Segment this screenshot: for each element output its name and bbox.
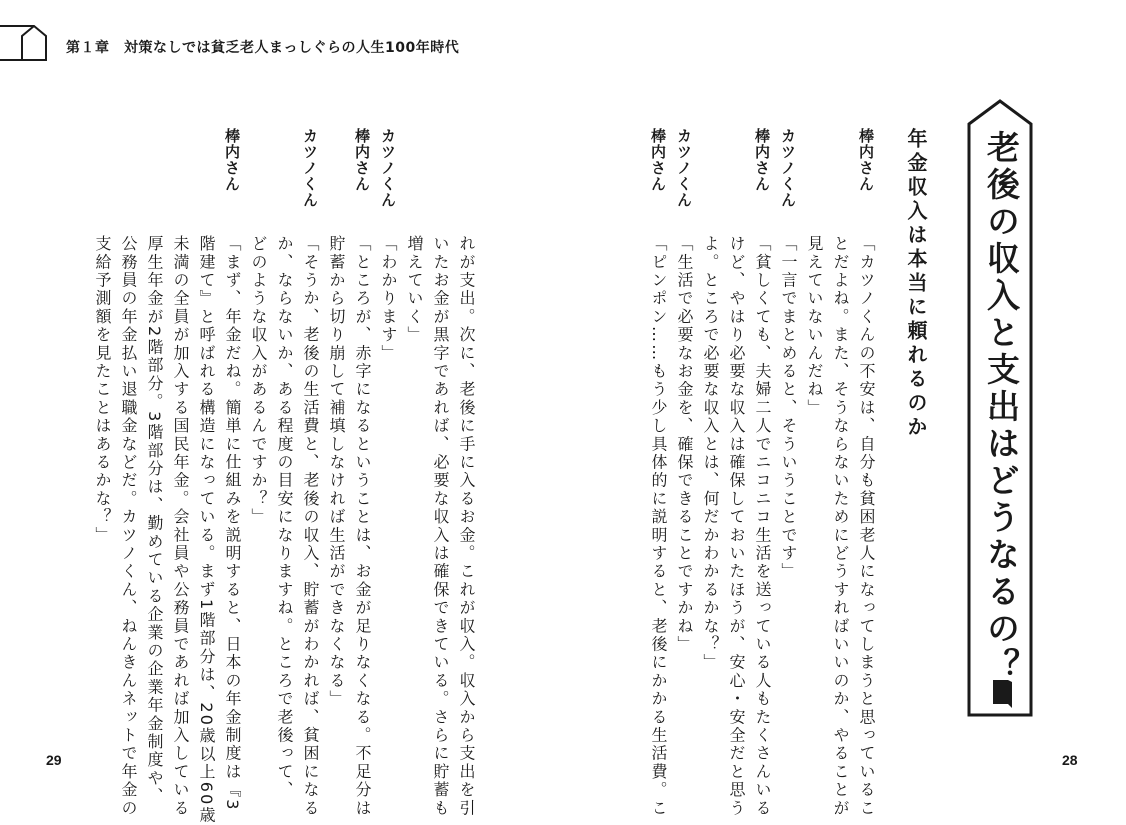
body-line: 厚生年金が2階部分。3階部分は、勤めている企業の企業年金制度や、 [145,235,164,806]
speaker-label: 棒内さん [753,128,771,192]
body-line: れが支出。次に、老後に手に入るお金。これが収入。収入から支出を引 [457,235,476,818]
page-number-left: 29 [46,752,62,768]
body-line: 「カツノくんの不安は、自分も貧困老人になってしまうと思っているこ [857,235,876,818]
chapter-house-icon [0,22,56,62]
body-line: 「まず、年金だね。簡単に仕組みを説明すると、日本の年金制度は『3 [223,235,242,812]
speaker-label: カツノくん [675,128,693,208]
speaker-label: 棒内さん [223,128,241,192]
body-line: 「ところが、赤字になるということは、お金が足りなくなる。不足分は [353,235,372,818]
body-line: けど、やはり必要な収入は確保しておいたほうが、安心・安全だと思う [727,235,746,818]
subheading: 年金収入は本当に頼れるのか [904,128,928,440]
body-line: 「そうか、老後の生活費と、老後の収入、貯蓄がわかれば、貧困になる [301,235,320,818]
speaker-label: カツノくん [301,128,319,208]
body-line: とだよね。また、そうならないためにどうすればいいのか、やることが [831,235,850,818]
speaker-label: 棒内さん [649,128,667,192]
body-line: 「貧しくても、夫婦二人でニコニコ生活を送っている人もたくさんいる [753,235,772,818]
body-line: 「一言でまとめると、そういうことです」 [779,235,798,581]
body-line: 「わかります」 [379,235,398,363]
section-title: 老後の収入と支出はどうなるの？ [982,130,1021,685]
running-header: 第１章 対策なしでは貧乏老人まっしぐらの人生100年時代 [66,40,460,56]
body-line: 増えていく」 [405,235,424,345]
page-number-right: 28 [1062,752,1078,768]
body-line: どのような収入があるんですか？」 [249,235,268,527]
body-line: 支給予測額を見たことはあるかな？」 [93,235,112,545]
body-line: 貯蓄から切り崩して補填しなければ生活ができなくなる」 [327,235,346,709]
body-line: 「ピンポン……もう少し具体的に説明すると、老後にかかる生活費。こ [649,235,668,818]
body-line: よ。ところで必要な収入とは、何だかわかるかな？」 [701,235,720,672]
body-line: 公務員の年金払い退職金などだ。カツノくん、ねんきんネットで年金の [119,235,138,818]
body-line: いたお金が黒字であれば、必要な収入は確保できている。さらに貯蓄も [431,235,450,818]
body-line: 「生活で必要なお金を、確保できることですかね」 [675,235,694,654]
body-line: 見えていないんだね」 [805,235,824,417]
speaker-label: 棒内さん [353,128,371,192]
body-line: か、ならないか、ある程度の目安になりますね。ところで老後って、 [275,235,294,800]
speaker-label: カツノくん [779,128,797,208]
speaker-label: カツノくん [379,128,397,208]
speaker-label: 棒内さん [857,128,875,192]
body-line: 階建て』と呼ばれる構造になっている。まず1階部分は、20歳以上60歳 [197,235,216,825]
body-line: 未満の全員が加入する国民年金。会社員や公務員であれば加入している [171,235,190,818]
